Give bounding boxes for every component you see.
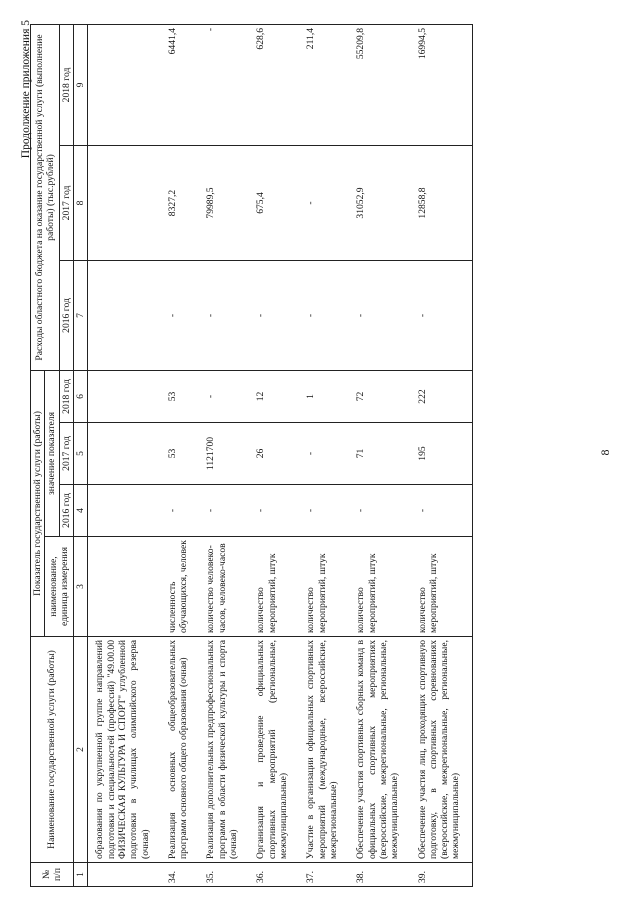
value-2018: 72 bbox=[349, 370, 410, 422]
expense-2017: 31052,9 bbox=[349, 145, 410, 260]
value-2017: 71 bbox=[349, 423, 410, 485]
indicator-name: количество мероприятий, штук bbox=[349, 537, 410, 637]
expense-2018: 16994,5 bbox=[411, 24, 473, 145]
table-row bbox=[249, 24, 299, 886]
expense-2016: - bbox=[199, 260, 249, 370]
header-indicator-name: наименование, единица измерения bbox=[45, 537, 74, 637]
column-number: 8 bbox=[73, 145, 87, 260]
column-number-row bbox=[73, 24, 87, 886]
indicator-name: количество мероприятий, штук bbox=[249, 537, 299, 637]
table-row bbox=[411, 24, 473, 886]
value-2018: 1 bbox=[299, 370, 349, 422]
indicator-name: количество мероприятий, штук bbox=[299, 537, 349, 637]
row-number: 38. bbox=[349, 863, 410, 887]
expense-2018 bbox=[88, 24, 161, 145]
service-name: Обеспечение участия спортивных сборных команд в официальных спортивных мероприятиях (всероссийские, межрегиональные, региональные, межмуниципальные) bbox=[349, 637, 410, 863]
value-2018: - bbox=[199, 370, 249, 422]
value-2017: - bbox=[299, 423, 349, 485]
expense-2017: 79989,5 bbox=[199, 145, 249, 260]
table-row bbox=[349, 24, 410, 886]
expense-2018: 6441,4 bbox=[161, 24, 200, 145]
header-service: Наименование государственной услуги (работы) bbox=[31, 637, 74, 863]
value-2016: - bbox=[161, 485, 200, 537]
value-2017 bbox=[88, 423, 161, 485]
value-2017: 1121700 bbox=[199, 423, 249, 485]
header-indicator-value: значение показателя bbox=[45, 370, 59, 536]
header-year-2018-expense: 2018 год bbox=[59, 24, 73, 145]
service-name: Реализация дополнительных предпрофессиональных программ в области физической культуры и спорта (очная) bbox=[199, 637, 249, 863]
value-2016: - bbox=[411, 485, 473, 537]
service-name: Участие в организации официальных спортивных мероприятий (международные, всероссийские, межрегиональные) bbox=[299, 637, 349, 863]
row-number: 36. bbox=[249, 863, 299, 887]
service-name: Организация и проведение официальных спортивных мероприятий (региональные, межмуниципальные) bbox=[249, 637, 299, 863]
value-2018: 12 bbox=[249, 370, 299, 422]
row-number: 34. bbox=[161, 863, 200, 887]
table-row bbox=[199, 24, 249, 886]
expense-2017: - bbox=[299, 145, 349, 260]
row-number: 35. bbox=[199, 863, 249, 887]
expense-2016: - bbox=[299, 260, 349, 370]
expense-2018: 55209,8 bbox=[349, 24, 410, 145]
expense-2018: 211,4 bbox=[299, 24, 349, 145]
header-year-2016-expense: 2016 год bbox=[59, 260, 73, 370]
indicator-name bbox=[88, 537, 161, 637]
continuation-label: Продолжение приложения 5 bbox=[20, 20, 32, 159]
expense-2017: 8327,2 bbox=[161, 145, 200, 260]
expense-2017 bbox=[88, 145, 161, 260]
page-number: 8 bbox=[598, 449, 612, 456]
expense-2017: 675,4 bbox=[249, 145, 299, 260]
row-number bbox=[88, 863, 161, 887]
table-row bbox=[88, 24, 161, 886]
value-2016: - bbox=[199, 485, 249, 537]
value-2017: 53 bbox=[161, 423, 200, 485]
value-2017: 195 bbox=[411, 423, 473, 485]
row-number: 39. bbox=[411, 863, 473, 887]
header-year-2016-value: 2016 год bbox=[59, 485, 73, 537]
expense-2016: - bbox=[411, 260, 473, 370]
expense-2017: 12858,8 bbox=[411, 145, 473, 260]
value-2018 bbox=[88, 370, 161, 422]
value-2016 bbox=[88, 485, 161, 537]
table-row bbox=[299, 24, 349, 886]
services-table bbox=[30, 24, 473, 887]
header-expense-group: Расходы областного бюджета на оказание государственной услуги (выполнение работы) (тыс.рублей) bbox=[31, 24, 60, 370]
expense-2016 bbox=[88, 260, 161, 370]
value-2018: 53 bbox=[161, 370, 200, 422]
header-indicator-group: Показатель государственной услуги (работы) bbox=[31, 370, 45, 636]
service-name: Реализация основных общеобразовательных программ основного общего образования (очная) bbox=[161, 637, 200, 863]
table-row bbox=[161, 24, 200, 886]
column-number: 1 bbox=[73, 863, 87, 887]
header-no: № п/п bbox=[31, 863, 74, 887]
service-name: Обеспечение участия лиц, проходящих спортивную подготовку, в спортивных соревнованиях (всероссийские, межрегиональные, региональные, межмуниципальные) bbox=[411, 637, 473, 863]
expense-2016: - bbox=[161, 260, 200, 370]
value-2016: - bbox=[299, 485, 349, 537]
indicator-name: количество человеко-часов, человеко-часов bbox=[199, 537, 249, 637]
column-number: 5 bbox=[73, 423, 87, 485]
expense-2016: - bbox=[249, 260, 299, 370]
column-number: 6 bbox=[73, 370, 87, 422]
header-year-2017-expense: 2017 год bbox=[59, 145, 73, 260]
indicator-name: количество мероприятий, штук bbox=[411, 537, 473, 637]
indicator-name: численность обучающихся, человек bbox=[161, 537, 200, 637]
service-name: образования по укрупненной группе направлений подготовки и специальностей (профессий) "49.00.00 ФИЗИЧЕСКАЯ КУЛЬТУРА И СПОРТ" углубленной подготовки в училищах олимпийского резерва (очная) bbox=[88, 637, 161, 863]
column-number: 9 bbox=[73, 24, 87, 145]
expense-2018: 628,6 bbox=[249, 24, 299, 145]
row-number: 37. bbox=[299, 863, 349, 887]
column-number: 7 bbox=[73, 260, 87, 370]
column-number: 4 bbox=[73, 485, 87, 537]
value-2017: 26 bbox=[249, 423, 299, 485]
column-number: 3 bbox=[73, 537, 87, 637]
column-number: 2 bbox=[73, 637, 87, 863]
expense-2016: - bbox=[349, 260, 410, 370]
value-2016: - bbox=[349, 485, 410, 537]
header-year-2018-value: 2018 год bbox=[59, 370, 73, 422]
value-2018: 222 bbox=[411, 370, 473, 422]
expense-2018: - bbox=[199, 24, 249, 145]
value-2016: - bbox=[249, 485, 299, 537]
header-year-2017-value: 2017 год bbox=[59, 423, 73, 485]
